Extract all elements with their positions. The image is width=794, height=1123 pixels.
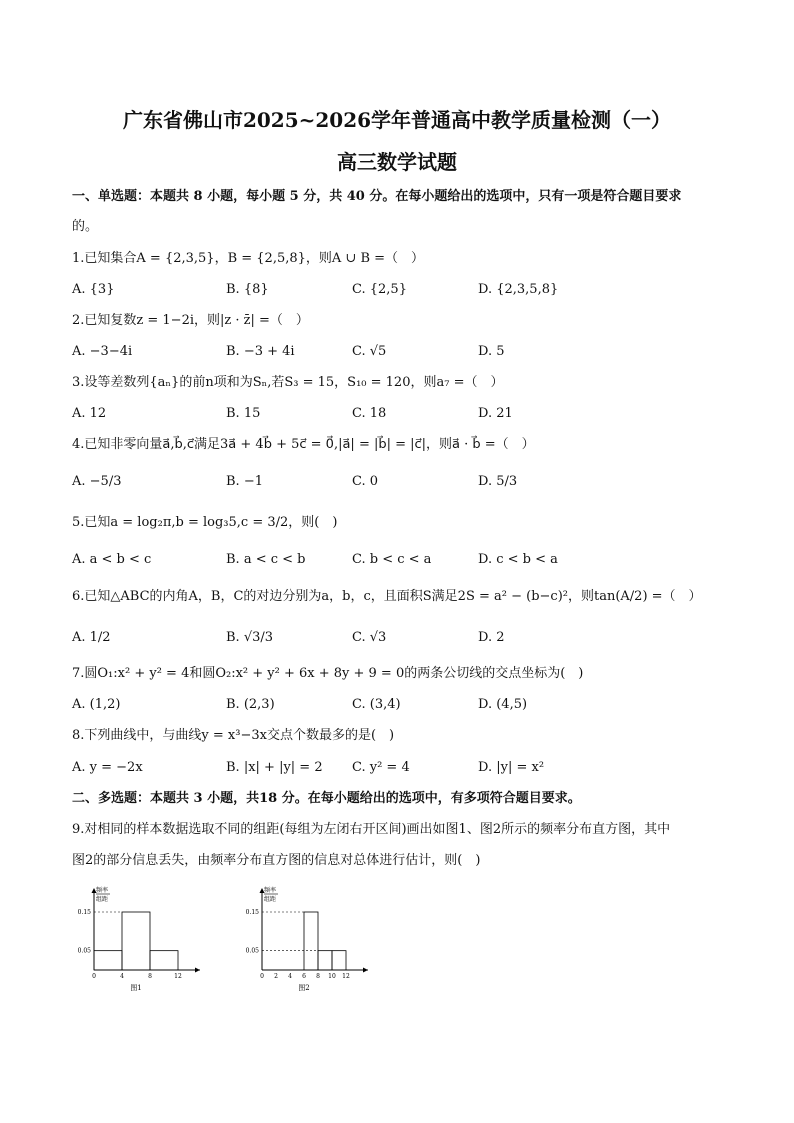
x-axis-arrow [195,968,200,973]
x-tick-label: 8 [148,973,152,980]
histogram-bar [318,951,332,970]
section1-header-cont: 的。 [72,219,99,234]
x-tick-label: 12 [174,973,182,980]
y-tick-label: 0.05 [245,947,259,955]
q8-option-d: D. |y| = x² [478,760,545,775]
q3-option-a: A. 12 [72,406,107,421]
x-tick-label: 0 [260,973,264,980]
x-tick-label: 4 [288,973,292,980]
q3-option-d: D. 21 [478,406,513,421]
q6-stem: 6.已知△ABC的内角A，B，C的对边分别为a，b，c，且面积S满足2S = a² − (b−c)²，则tan(A/2) =（ ） [72,589,702,604]
section2-header: 二、多选题：本题共 3 小题，共18 分。在每小题给出的选项中，有多项符合题目要求。 [72,791,581,806]
q5-option-a: A. a < b < c [72,552,152,567]
q6-option-a: A. 1/2 [72,630,111,645]
q5-stem: 5.已知a = log₂π,b = log₃5,c = 3/2，则( ) [72,515,338,530]
q1-option-c: C. {2,5} [352,282,407,297]
q7-option-a: A. (1,2) [72,697,121,712]
exam-title: 广东省佛山市2025~2026学年普通高中教学质量检测（一） [122,108,672,132]
histogram-bar [150,951,178,970]
histogram-figure-2 [238,880,388,995]
q7-option-b: B. (2,3) [226,697,275,712]
x-tick-label: 8 [316,973,320,980]
q7-option-d: D. (4,5) [478,697,528,712]
ylabel-top: 频率 [264,887,277,894]
section1-header: 一、单选题：本题共 8 小题，每小题 5 分，共 40 分。在每小题给出的选项中，只有一项是符合题目要求 [72,189,682,204]
q8-option-b: B. |x| + |y| = 2 [226,760,323,775]
x-tick-label: 4 [120,973,124,980]
q7-option-c: C. (3,4) [352,697,401,712]
q2-option-a: A. −3−4i [72,344,133,359]
x-tick-label: 10 [328,973,336,980]
x-tick-label: 6 [302,973,306,980]
q6-option-c: C. √3 [352,630,387,645]
q4-option-a: A. −5/3 [72,474,122,489]
y-tick-label: 0.15 [77,909,91,916]
ylabel-bottom: 组距 [96,896,109,903]
y-tick-label: 0.15 [245,909,259,916]
q1-option-d: D. {2,3,5,8} [478,282,559,297]
q8-option-a: A. y = −2x [72,760,143,775]
q2-stem: 2.已知复数z = 1−2i，则|z · z̄| =（ ） [72,313,309,328]
q6-option-b: B. √3/3 [226,630,274,645]
x-tick-label: 2 [274,973,278,980]
q3-option-b: B. 15 [226,406,261,421]
histogram-bar [122,912,150,970]
q4-stem: 4.已知非零向量a⃗,b⃗,c⃗满足3a⃗ + 4b⃗ + 5c⃗ = 0⃗,|a⃗| = |b⃗| = |c⃗|，则a⃗ · b⃗ =（ ） [72,437,535,452]
q2-option-b: B. −3 + 4i [226,344,295,359]
ylabel-bottom: 组距 [264,896,277,903]
figure-caption: 图2 [298,984,310,992]
histogram-bar [332,951,346,970]
exam-subtitle: 高三数学试题 [337,150,457,174]
q9-line2: 图2的部分信息丢失，由频率分布直方图的信息对总体进行估计，则( ) [72,853,481,868]
q5-option-d: D. c < b < a [478,552,558,567]
x-axis-arrow [363,968,368,973]
q3-option-c: C. 18 [352,406,387,421]
y-tick-label: 0.05 [77,947,91,955]
q2-option-d: D. 5 [478,344,505,359]
histogram-bar [94,951,122,970]
x-tick-label: 0 [92,973,96,980]
q8-option-c: C. y² = 4 [352,760,410,775]
figure-caption: 图1 [130,984,142,992]
q6-option-d: D. 2 [478,630,505,645]
q1-option-a: A. {3} [72,282,115,297]
q1-option-b: B. {8} [226,282,269,297]
q9-line1: 9.对相同的样本数据选取不同的组距(每组为左闭右开区间)画出如图1、图2所示的频率分布直方图，其中 [72,822,671,837]
q5-option-b: B. a < c < b [226,552,306,567]
q3-stem: 3.设等差数列{aₙ}的前n项和为Sₙ,若S₃ = 15，S₁₀ = 120，则a₇ =（ ） [72,375,504,390]
q8-stem: 8.下列曲线中，与曲线y = x³−3x交点个数最多的是( ) [72,728,395,743]
q5-option-c: C. b < c < a [352,552,432,567]
q2-option-c: C. √5 [352,344,387,359]
x-tick-label: 12 [342,973,350,980]
histogram-figure-1 [70,880,220,995]
q7-stem: 7.圆O₁:x² + y² = 4和圆O₂:x² + y² + 6x + 8y + 9 = 0的两条公切线的交点坐标为( ) [72,666,584,681]
q1-stem: 1.已知集合A = {2,3,5}，B = {2,5,8}，则A ∪ B =（ ） [72,251,425,266]
ylabel-top: 频率 [96,887,109,894]
q4-option-c: C. 0 [352,474,379,489]
q4-option-d: D. 5/3 [478,474,518,489]
q4-option-b: B. −1 [226,474,263,489]
histogram-bar [304,912,318,970]
